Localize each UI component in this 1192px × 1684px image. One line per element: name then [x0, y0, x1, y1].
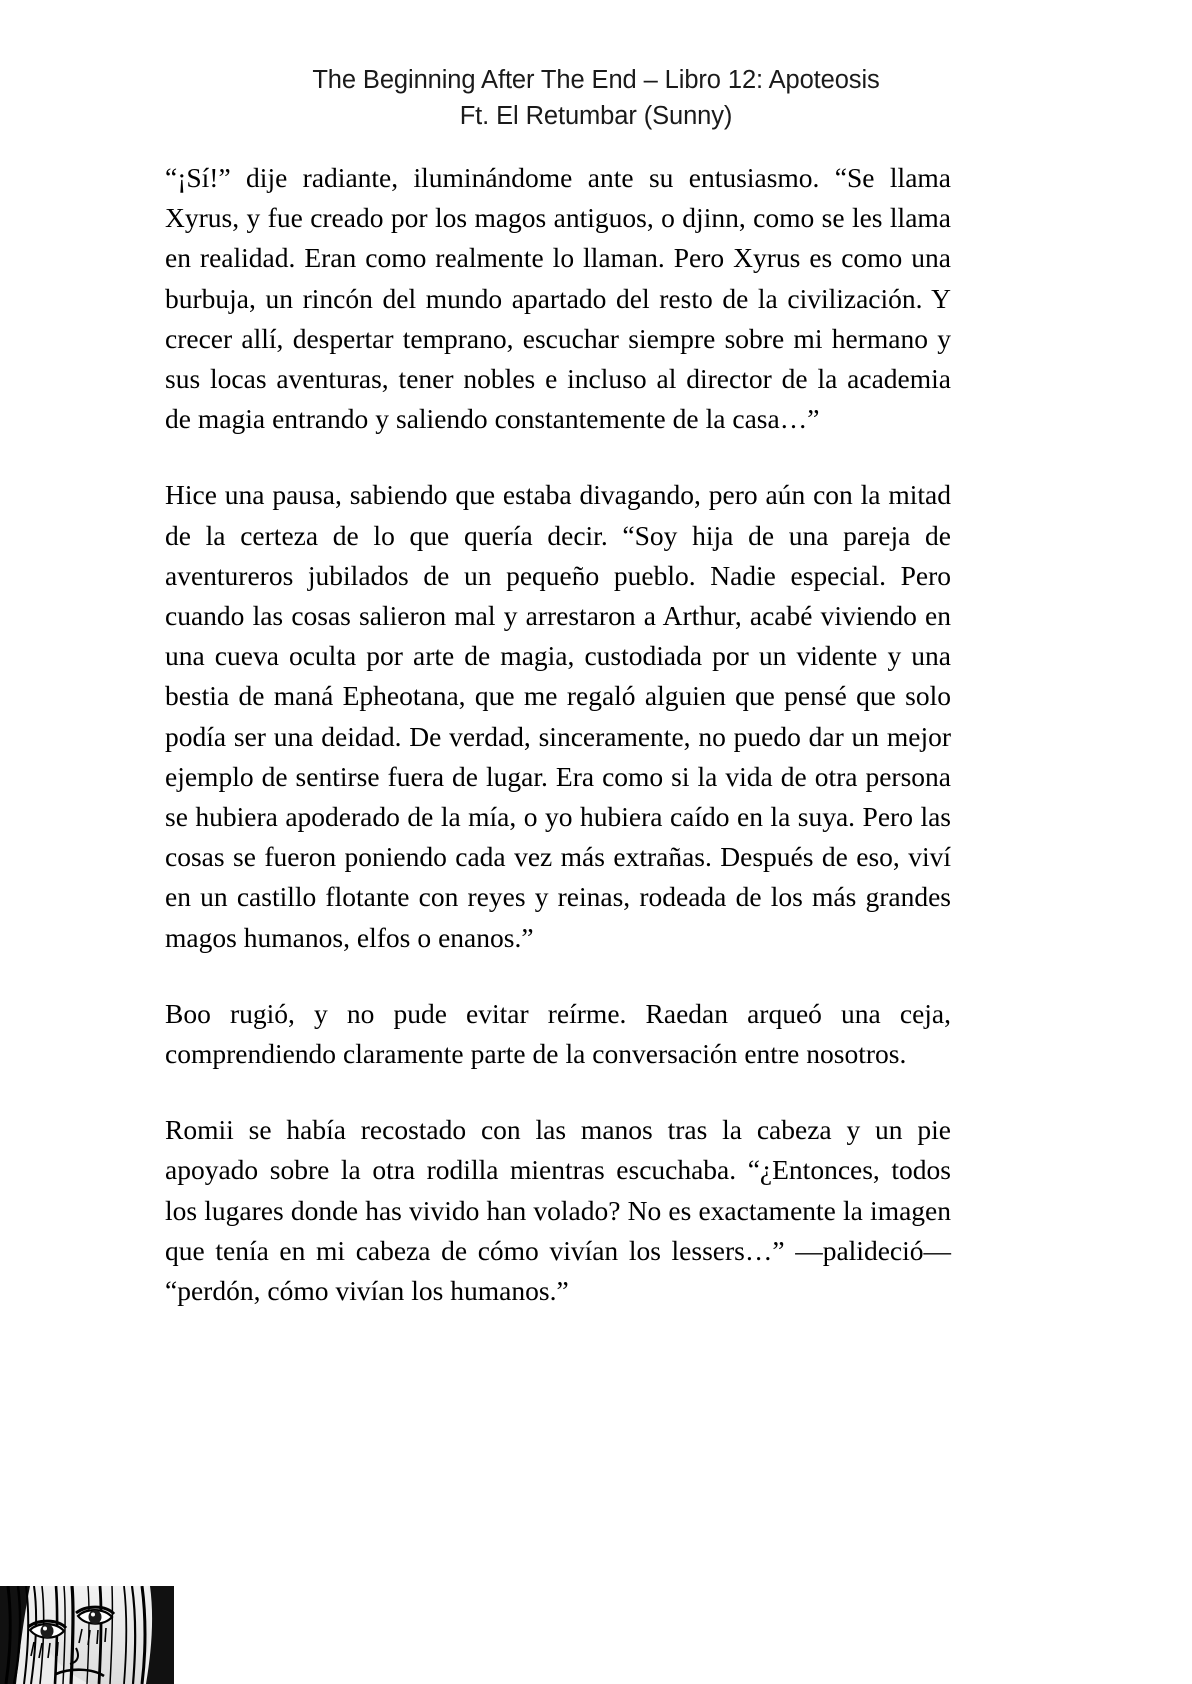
- document-body: [165, 158, 951, 1311]
- body-paragraph: Boo rugió, y no pude evitar reírme. Raedan arqueó una ceja, comprendiendo claramente parte de la conversación entre nosotros.: [165, 997, 951, 1070]
- body-paragraph: Hice una pausa, sabiendo que estaba divagando, pero aún con la mitad de la certeza de lo que quería decir. “Soy hija de una pareja de aventureros jubilados de un pequeño pueblo. Nadie especial. Pero cuando las cosas salieron mal y arrestaron a Arthur, acabé viviendo en una cueva oculta por arte de magia, custodiada por un vidente y una bestia de maná Epheotana, que me regaló alguien que pensé que solo podía ser una deidad. De verdad, sinceramente, no puedo dar un mejor ejemplo de sentirse fuera de lugar. Era como si la vida de otra persona se hubiera apoderado de la mía, o yo hubiera caído en la suya. Pero las cosas se fueron poniendo cada vez más extrañas. Después de eso, viví en un castillo flotante con reyes y reinas, rodeada de los más grandes magos humanos, elfos o enanos.”: [165, 479, 951, 953]
- header-title-line-1: The Beginning After The End – Libro 12: Apoteosis: [312, 66, 880, 94]
- manga-face-illustration: [0, 1586, 174, 1684]
- header-title-line-2: Ft. El Retumbar (Sunny): [459, 102, 733, 130]
- body-paragraph: “¡Sí!” dije radiante, iluminándome ante su entusiasmo. “Se llama Xyrus, y fue creado por los magos antiguos, o djinn, como se les llama en realidad. Eran como realmente lo llaman. Pero Xyrus es como una burbuja, un rincón del mundo apartado del resto de la civilización. Y crecer allí, despertar temprano, escuchar siempre sobre mi hermano y sus locas aventuras, tener nobles e incluso al director de la academia de magia entrando y saliendo constantemente de la casa…”: [165, 162, 951, 435]
- body-paragraph: Romii se había recostado con las manos tras la cabeza y un pie apoyado sobre la otra rodilla mientras escuchaba. “¿Entonces, todos los lugares donde has vivido han volado? No es exactamente la imagen que tenía en mi cabeza de cómo vivían los lessers…” —palideció— “perdón, cómo vivían los humanos.”: [165, 1114, 951, 1307]
- page-header: [0, 62, 1192, 134]
